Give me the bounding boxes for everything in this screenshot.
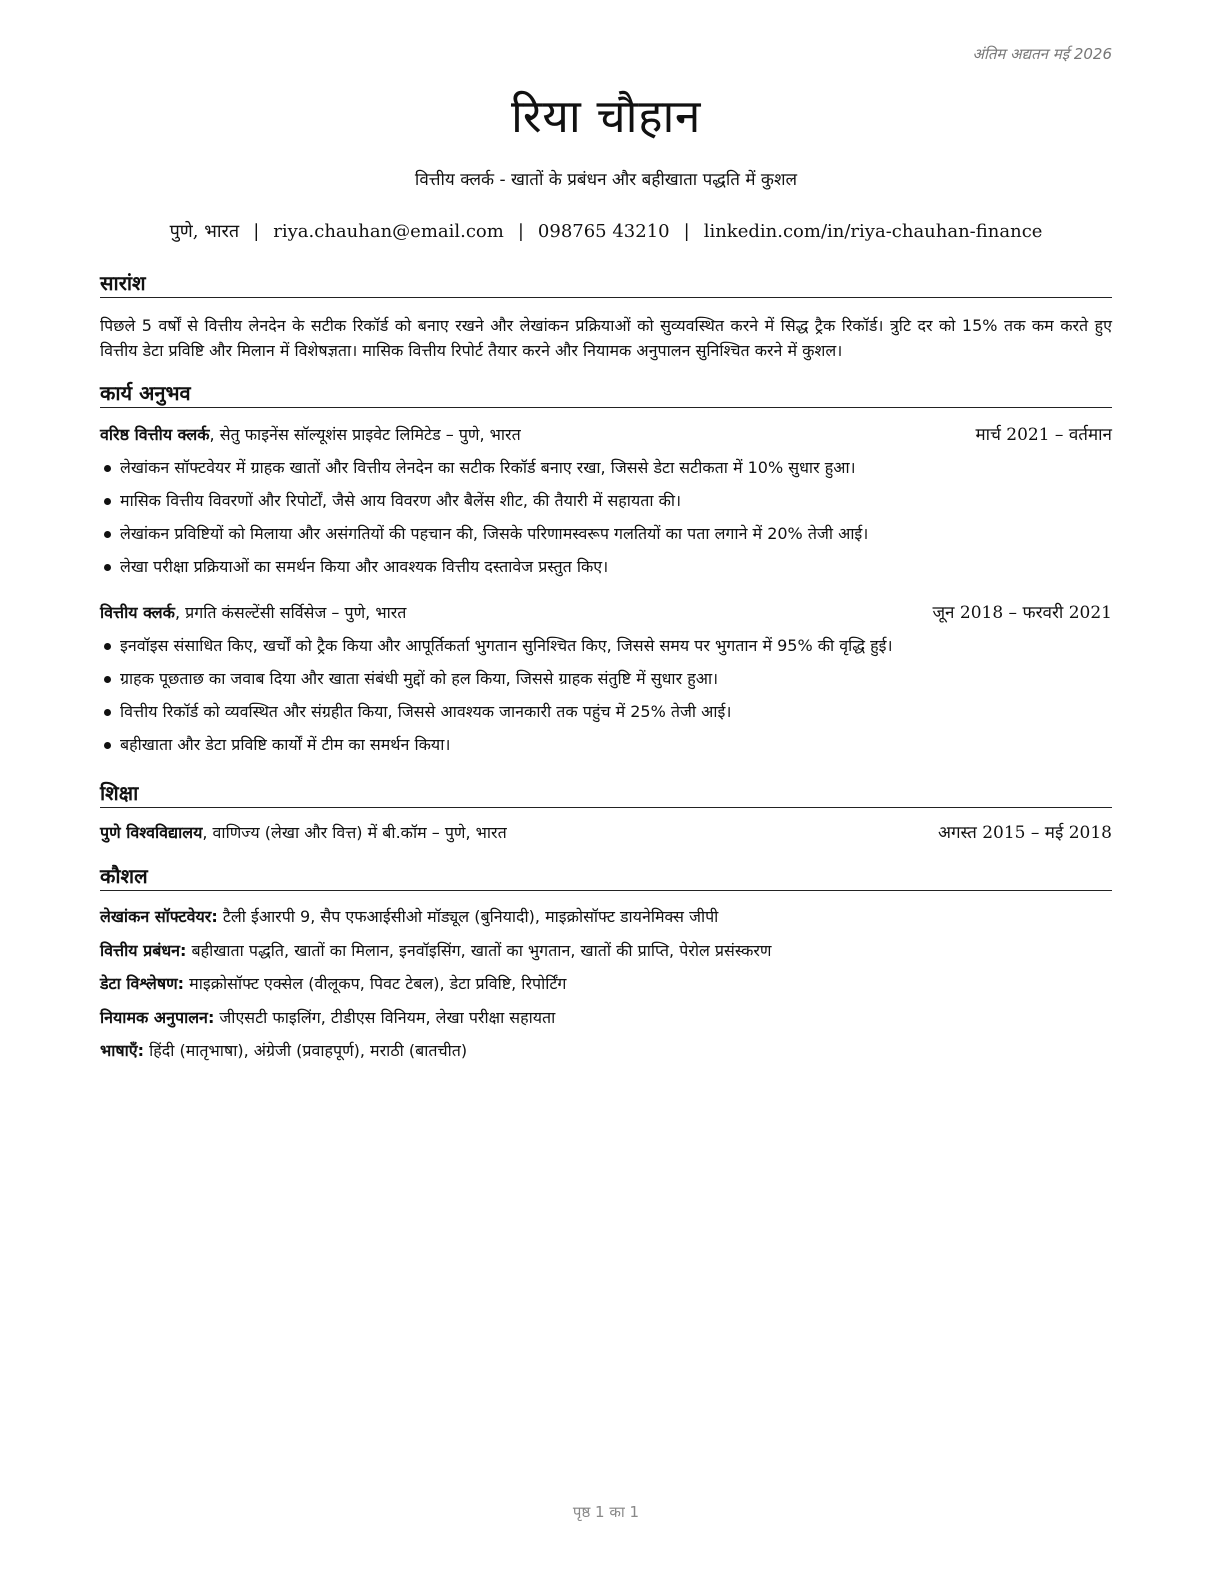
job-header — [100, 601, 1112, 625]
skill-label: वित्तीय प्रबंधन: — [100, 940, 187, 960]
skill-label: लेखांकन सॉफ्टवेयर: — [100, 907, 218, 926]
job-dates: मार्च 2021 – वर्तमान — [975, 425, 1112, 445]
education-entry — [100, 821, 1112, 845]
job-bullets — [100, 451, 1112, 583]
experience-section — [100, 380, 1112, 761]
section-title-education: शिक्षा — [100, 780, 1112, 808]
job-header — [100, 423, 1112, 447]
skill-line — [100, 1034, 1112, 1068]
job-bullet: बहीखाता और डेटा प्रविष्टि कार्यों में टीम का समर्थन किया। — [100, 728, 1112, 761]
last-updated: अंतिम अद्यतन मई 2026 — [972, 45, 1112, 63]
job-org: , सेतु फाइनेंस सॉल्यूशंस प्राइवेट लिमिटेड – पुणे, भारत — [209, 425, 521, 444]
skill-value: माइक्रोसॉफ्ट एक्सेल (वीलूकप, पिवट टेबल), डेटा प्रविष्टि, रिपोर्टिंग — [184, 974, 567, 993]
skill-value: टैली ईआरपी 9, सैप एफआईसीओ मॉड्यूल (बुनियादी), माइक्रोसॉफ्ट डायनेमिक्स जीपी — [217, 907, 719, 926]
contact-separator: | — [683, 221, 690, 242]
job-dates: जून 2018 – फरवरी 2021 — [932, 603, 1112, 623]
summary-section — [100, 270, 1112, 363]
skills-section — [100, 863, 1112, 1068]
skill-line — [100, 967, 1112, 1001]
job-bullet: वित्तीय रिकॉर्ड को व्यवस्थित और संग्रहीत किया, जिससे आवश्यक जानकारी तक पहुंच में 25% तेजी आई। — [100, 695, 1112, 728]
skill-value: बहीखाता पद्धति, खातों का मिलान, इनवॉइसिंग, खातों का भुगतान, खातों की प्राप्ति, पेरोल प्रसंस्करण — [186, 940, 772, 960]
job-bullet: ग्राहक पूछताछ का जवाब दिया और खाता संबंधी मुद्दों को हल किया, जिससे ग्राहक संतुष्टि में सुधार हुआ। — [100, 662, 1112, 695]
headline: वित्तीय क्लर्क - खातों के प्रबंधन और बहीखाता पद्धति में कुशल — [414, 170, 798, 190]
education-title-line — [100, 823, 507, 842]
skill-label: डेटा विश्लेषण: — [100, 974, 185, 993]
skill-line — [100, 934, 1112, 968]
skill-line — [100, 1001, 1112, 1035]
contact-phone[interactable]: 098765 43210 — [537, 221, 670, 242]
education-institution: पुणे विश्वविद्यालय — [100, 823, 203, 842]
contact-linkedin[interactable]: linkedin.com/in/riya-chauhan-finance — [703, 221, 1043, 242]
job-bullet: लेखांकन सॉफ्टवेयर में ग्राहक खातों और वित्तीय लेनदेन का सटीक रिकॉर्ड बनाए रखा, जिससे डेटा सटीकता में 10% सुधार हुआ। — [100, 451, 1112, 484]
education-dates: अगस्त 2015 – मई 2018 — [937, 823, 1112, 843]
summary-text: पिछले 5 वर्षों से वित्तीय लेनदेन के सटीक रिकॉर्ड को बनाए रखने और लेखांकन प्रक्रियाओं को सुव्यवस्थित करने में सिद्ध ट्रैक रिकॉर्ड। त्रुटि दर को 15% तक कम करते हुए वित्तीय डेटा प्रविष्टि और मिलान में विशेषज्ञता। मासिक वित्तीय रिपोर्ट तैयार करने और नियामक अनुपालन सुनिश्चित करने में कुशल। — [100, 316, 1112, 360]
contact-email[interactable]: riya.chauhan@email.com — [273, 221, 504, 242]
section-title-summary: सारांश — [100, 270, 1112, 298]
resume-page — [100, 0, 1112, 1584]
education-degree: , वाणिज्य (लेखा और वित्त) में बी.कॉम – पुणे, भारत — [202, 823, 507, 842]
job-org: , प्रगति कंसल्टेंसी सर्विसेज – पुणे, भारत — [174, 603, 407, 622]
job-bullet: मासिक वित्तीय विवरणों और रिपोर्टों, जैसे आय विवरण और बैलेंस शीट, की तैयारी में सहायता की। — [100, 484, 1112, 517]
job-bullet: लेखांकन प्रविष्टियों को मिलाया और असंगतियों की पहचान की, जिसके परिणामस्वरूप गलतियों का पता लगाने में 20% तेजी आई। — [100, 517, 1112, 550]
education-section — [100, 780, 1112, 845]
skill-value: जीएसटी फाइलिंग, टीडीएस विनियम, लेखा परीक्षा सहायता — [214, 1007, 556, 1027]
job-title-line — [100, 425, 521, 444]
job-entry — [100, 601, 1112, 761]
candidate-name: रिया चौहान — [511, 89, 701, 143]
job-bullets — [100, 629, 1112, 761]
job-role: वित्तीय क्लर्क — [100, 603, 175, 622]
skills-list — [100, 900, 1112, 1068]
skill-label: भाषाएँ: — [100, 1041, 145, 1060]
job-entry — [100, 423, 1112, 583]
job-bullet: इनवॉइस संसाधित किए, खर्चों को ट्रैक किया और आपूर्तिकर्ता भुगतान सुनिश्चित किए, जिससे समय पर भुगतान में 95% की वृद्धि हुई। — [100, 629, 1112, 662]
section-title-experience: कार्य अनुभव — [100, 380, 1112, 408]
section-title-skills: कौशल — [100, 863, 1112, 891]
job-bullet: लेखा परीक्षा प्रक्रियाओं का समर्थन किया और आवश्यक वित्तीय दस्तावेज प्रस्तुत किए। — [100, 550, 1112, 583]
contact-separator: | — [253, 221, 260, 242]
contact-separator: | — [517, 221, 524, 242]
job-role: वरिष्ठ वित्तीय क्लर्क — [100, 425, 210, 444]
contact-line — [100, 219, 1112, 243]
job-title-line — [100, 603, 406, 622]
contact-location: पुणे, भारत — [169, 221, 240, 242]
page-number: पृष्ठ 1 का 1 — [572, 1503, 640, 1521]
skill-value: हिंदी (मातृभाषा), अंग्रेजी (प्रवाहपूर्ण), मराठी (बातचीत) — [144, 1041, 468, 1060]
skill-line — [100, 900, 1112, 934]
skill-label: नियामक अनुपालन: — [100, 1007, 215, 1027]
